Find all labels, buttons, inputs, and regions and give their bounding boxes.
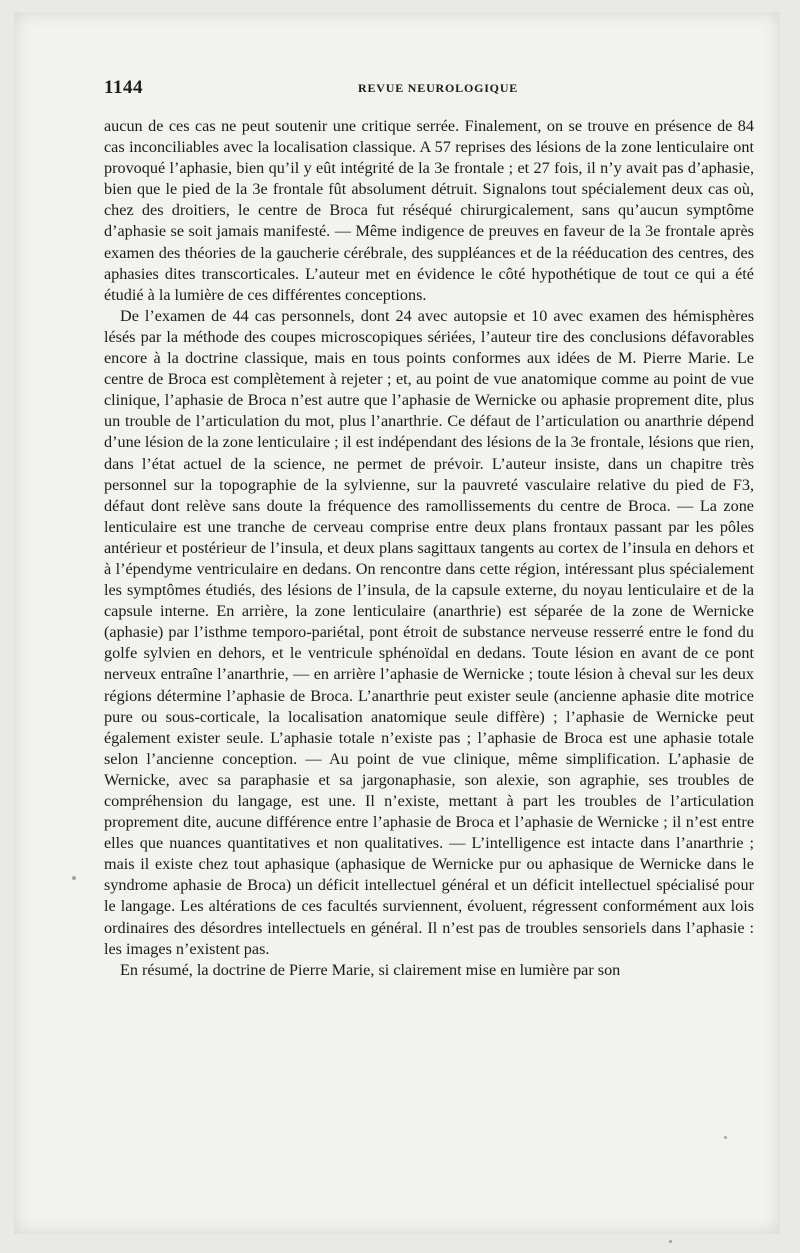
- body-text: [104, 116, 754, 981]
- scan-speck: [72, 876, 76, 880]
- paragraph-2: De l’examen de 44 cas personnels, dont 24 avec autopsie et 10 avec examen des hémisphères lésés par la méthode des coupes microscopiques sériées, l’auteur tire des conclusions défavorables encore à la doctrine classique, mais en tous points conformes aux idées de M. Pierre Marie. Le centre de Broca est complètement à rejeter ; et, au point de vue anatomique comme au point de vue clinique, l’aphasie de Broca n’est autre que l’aphasie de Wernicke ou aphasie proprement dite, plus un trouble de l’articulation du mot, plus l’anarthrie. Ce défaut de l’articulation ou anarthrie dépend d’une lésion de la zone lenticulaire ; il est indépendant des lésions de la 3e frontale, lésions que rien, dans l’état actuel de la science, ne permet de prévoir. L’auteur insiste, dans un chapitre très personnel sur la topographie de la sylvienne, sur la pauvreté vasculaire relative du pied de F3, défaut dont relève sans doute la fréquence des ramollissements du centre de Broca. — La zone lenticulaire est une tranche de cerveau comprise entre deux plans frontaux passant par les pôles antérieur et postérieur de l’insula, et deux plans sagittaux tangents au cortex de l’insula en dehors et à l’épendyme ventriculaire en dedans. On rencontre dans cette région, intéressant plus spécialement les symptômes étudiés, des lésions de l’insula, de la capsule externe, du noyau lenticulaire et de la capsule interne. En arrière, la zone lenticulaire (anarthrie) est séparée de la zone de Wernicke (aphasie) par l’isthme temporo-pariétal, pont étroit de substance nerveuse resserré entre le fond du golfe sylvien en dehors, et le ventricule sphénoïdal en dedans. Toute lésion en avant de ce pont nerveux entraîne l’anarthrie, — en arrière l’aphasie de Wernicke ; toute lésion à cheval sur les deux régions détermine l’aphasie de Broca. L’anarthrie peut exister seule (ancienne aphasie dite motrice pure ou sous-corticale, la localisation anatomique seule diffère) ; l’aphasie de Wernicke peut également exister seule. L’aphasie totale n’existe pas ; l’aphasie de Broca est une aphasie totale selon l’ancienne conception. — Au point de vue clinique, même simplification. L’aphasie de Wernicke, avec sa paraphasie et sa jargonaphasie, son alexie, son agraphie, ses troubles de compréhension du langage, est une. Il n’existe, mettant à part les troubles de l’articulation proprement dite, aucune différence entre l’aphasie de Broca et l’aphasie de Wernicke ; il n’est entre elles que nuances quantitatives et non qualitatives. — L’intelligence est intacte dans l’anarthrie ; mais il existe chez tout aphasique (aphasique de Wernicke pur ou aphasique de Wernicke dans le syndrome aphasie de Broca) un déficit intellectuel général et un déficit intellectuel spécialisé pour le langage. Les altérations de ces facultés surviennent, évoluent, régressent conformément aux lois ordinaires des désordres intellectuels en général. Il n’est pas de troubles sensoriels dans l’aphasie : les images n’existent pas.: [104, 306, 754, 958]
- running-title: REVUE NEUROLOGIQUE: [358, 81, 519, 95]
- page-header: [104, 77, 754, 97]
- scan-speck: [669, 1240, 672, 1243]
- paragraph-1: aucun de ces cas ne peut soutenir une critique serrée. Finalement, on se trouve en présence de 84 cas inconciliables avec la localisation classique. A 57 reprises des lésions de la zone lenticulaire ont provoqué l’aphasie, bien qu’il y eût intégrité de la 3e frontale ; et 27 fois, il n’y avait pas d’aphasie, bien que le pied de la 3e frontale fût absolument détruit. Signalons tout spécialement deux cas où, chez des droitiers, le centre de Broca fut réséqué chirurgicalement, sans qu’aucun symptôme d’aphasie se soit jamais manifesté. — Même indigence de preuves en faveur de la 3e frontale après examen des théories de la gaucherie cérébrale, des suppléances et de la rééducation des centres, des aphasies dites transcorticales. L’auteur met en évidence le côté hypothétique de tout ce qui a été étudié à la lumière de ces différentes conceptions.: [104, 117, 754, 304]
- paragraph-3: En résumé, la doctrine de Pierre Marie, si clairement mise en lumière par son: [120, 960, 621, 979]
- scan-speck: [724, 1136, 727, 1139]
- page-number: 1144: [104, 77, 143, 98]
